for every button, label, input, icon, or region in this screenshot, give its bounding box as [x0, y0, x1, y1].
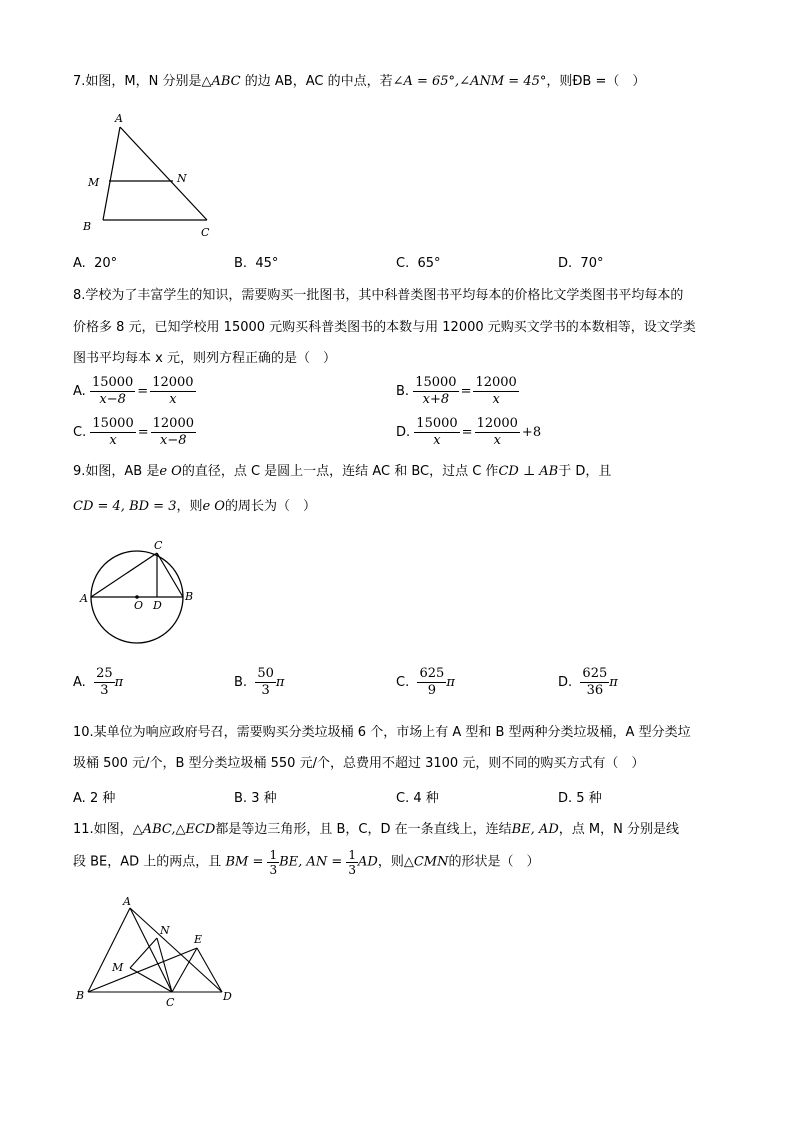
numerator: 15000 [416, 416, 458, 431]
q11-segment-nc [157, 938, 172, 992]
numerator: 15000 [415, 375, 457, 390]
q9-option-d[interactable] [558, 666, 618, 699]
q9-text-d: ，则 [176, 499, 203, 514]
q11-label-m: M [112, 961, 124, 974]
q9-option-b[interactable] [234, 666, 284, 699]
q11-line-1 [73, 821, 679, 839]
q11-fraction-1 [267, 848, 279, 877]
fraction [473, 375, 518, 408]
denominator: 3 [269, 863, 278, 877]
q7-label-b: B [83, 220, 92, 233]
q7-label-a: A [115, 112, 123, 125]
denominator: x [109, 433, 117, 448]
q7-label-m: M [88, 176, 100, 189]
q9-text-b: 的直径，点 C 是圆上一点，连结 AC 和 BC，过点 C 作 [181, 464, 499, 479]
pi-symbol: π [609, 675, 618, 690]
q11-cmn: △CMN [403, 854, 449, 870]
q7-label-n: N [177, 172, 187, 185]
q11-label-b: B [76, 989, 85, 1002]
q11-text-d: 段 BE，AD 上的两点，且 [73, 854, 222, 870]
option-value: 65° [417, 256, 441, 271]
q11-side-ec [172, 948, 197, 992]
q11-triangles: △ABC,△ECD [132, 822, 216, 837]
option-key: C. [396, 791, 410, 806]
option-key: D. [558, 256, 573, 271]
q7-option-d[interactable] [558, 256, 603, 271]
q7-option-a[interactable] [73, 256, 117, 271]
q11-label-a: A [123, 896, 131, 908]
numerator: 15000 [91, 375, 134, 390]
q9-line-2 [73, 498, 316, 516]
q9-label-a: A [80, 592, 88, 605]
option-key: A. [73, 675, 86, 690]
option-key: B. [396, 384, 410, 399]
numerator: 625 [419, 666, 445, 681]
denominator: 3 [100, 683, 109, 698]
numerator: 625 [582, 666, 608, 681]
q11-side-ed [197, 948, 222, 992]
option-value: 20° [94, 256, 118, 271]
q7-prefix: 7.如图，M，N 分别是 [73, 74, 202, 89]
q10-option-d[interactable] [558, 787, 602, 806]
q9-option-a[interactable] [73, 666, 123, 699]
equals: = [460, 384, 472, 399]
pi-symbol: π [114, 675, 124, 690]
q11-label-e: E [194, 933, 203, 946]
option-key: D. [558, 791, 573, 806]
q11-label-n: N [160, 924, 170, 937]
fraction [414, 416, 459, 449]
q11-segment-ad [130, 908, 222, 992]
fraction [94, 666, 115, 699]
q7-suffix: ，则ÐB =（ ） [546, 74, 646, 89]
denominator: 9 [427, 683, 437, 698]
option-key: A. [73, 256, 86, 271]
q8-line-3: 图书平均每本 x 元，则列方程正确的是（ ） [73, 351, 336, 366]
denominator: 36 [586, 683, 604, 698]
q10-line-2: 圾桶 500 元/个，B 型分类垃圾桶 550 元/个，总费用不超过 3100 元，则不同的购买方式有（ ） [73, 756, 645, 771]
numerator: 12000 [475, 375, 517, 390]
q9-line-1 [73, 463, 611, 481]
q7-mid: 的边 AB，AC 的中点，若 [240, 74, 393, 89]
plus-term: +8 [521, 425, 542, 440]
equals: = [137, 425, 149, 440]
denominator: x−8 [160, 433, 187, 448]
q8-line-2: 价格多 8 元，已知学校用 15000 元购买科普类图书的本数与用 12000 元购买文学书的本数相等，设文学类 [73, 320, 696, 335]
q10-option-b[interactable] [234, 787, 277, 806]
q7-condition: ∠A = 65°,∠ANM = 45° [392, 74, 547, 89]
q8-option-d[interactable] [396, 416, 543, 449]
denominator: x [169, 392, 177, 407]
q11-text-b: 都是等边三角形，且 B，C，D 在一条直线上，连结 [215, 822, 512, 837]
q7-option-c[interactable] [396, 256, 441, 271]
numerator: 12000 [152, 375, 194, 390]
q11-text-e: ，则 [377, 854, 404, 870]
fraction [580, 666, 609, 699]
option-value: 45° [255, 256, 279, 271]
equals: = [461, 425, 473, 440]
numerator: 12000 [152, 416, 194, 431]
q9-label-c: C [154, 539, 163, 552]
denominator: x [492, 392, 500, 407]
q11-text-c: ，点 M，N 分别是线 [558, 822, 679, 837]
q9-text-e: 的周长为（ ） [224, 499, 316, 514]
fraction [255, 666, 276, 699]
q10-option-c[interactable] [396, 787, 439, 806]
q10-option-a[interactable] [73, 787, 115, 806]
q9-circle-symbol: e O [159, 464, 182, 479]
option-key: B. [234, 791, 248, 806]
fraction [417, 666, 446, 699]
q7-side-ab [103, 127, 120, 220]
denominator: x [433, 433, 441, 448]
option-value: 3 种 [251, 791, 277, 806]
option-key: B. [234, 675, 248, 690]
q11-ad: AD [358, 854, 378, 870]
q7-label-c: C [201, 226, 210, 239]
q7-stem [73, 73, 645, 91]
q11-label-d: D [223, 990, 232, 1003]
option-key: C. [396, 256, 410, 271]
numerator: 15000 [92, 416, 134, 431]
q9-label-d: D [153, 599, 162, 612]
q11-line-2 [73, 848, 540, 877]
denominator: 3 [348, 863, 357, 877]
q11-fraction-2 [346, 848, 358, 877]
denominator: x−8 [99, 392, 126, 407]
q9-label-b: B [185, 590, 194, 603]
q9-label-o: O [134, 599, 144, 612]
q9-option-c[interactable] [396, 666, 455, 699]
fraction [151, 416, 196, 449]
q9-circle-symbol-2: e O [202, 499, 225, 514]
denominator: 3 [261, 683, 270, 698]
q9-chord-bc [157, 553, 183, 597]
fraction [90, 375, 135, 408]
q11-figure [72, 896, 247, 1011]
q9-text-c: 于 D，且 [558, 464, 612, 479]
q9-chord-ac [91, 553, 157, 597]
pi-symbol: π [275, 675, 285, 690]
q9-text-a: 9.如图，AB 是 [73, 464, 160, 479]
q7-side-ac [120, 127, 207, 220]
fraction [150, 375, 195, 408]
option-key: D. [396, 425, 411, 440]
fraction [475, 416, 520, 449]
q10-line-1: 10.某单位为响应政府号召，需要购买分类垃圾桶 6 个，市场上有 A 型和 B 型两种分类垃圾桶，A 型分类垃 [73, 725, 691, 740]
numerator: 50 [257, 666, 274, 681]
q7-figure [75, 108, 225, 243]
q8-option-a[interactable] [73, 375, 196, 408]
q11-segments: BE, AD [511, 822, 559, 837]
numerator: 12000 [476, 416, 518, 431]
option-key: A. [73, 791, 86, 806]
option-value: 2 种 [89, 791, 116, 806]
q9-perpendicular: CD ⊥ AB [498, 464, 559, 479]
pi-symbol: π [446, 675, 455, 690]
option-key: B. [234, 256, 248, 271]
option-key: D. [558, 675, 573, 690]
option-key: A. [73, 384, 86, 399]
option-key: C. [396, 675, 410, 690]
q9-figure [72, 536, 202, 651]
option-value: 70° [580, 256, 604, 271]
q8-option-c[interactable] [73, 416, 196, 449]
q11-bm: BM = [225, 854, 264, 870]
denominator: x [493, 433, 501, 448]
fraction [90, 416, 135, 449]
q11-side-ab [88, 908, 130, 992]
q11-text-f: 的形状是（ ） [448, 854, 540, 870]
q9-given: CD = 4, BD = 3 [73, 499, 177, 514]
numerator: 1 [348, 848, 357, 862]
fraction [413, 375, 458, 408]
q8-line-1: 8.学校为了丰富学生的知识，需要购买一批图书，其中科普类图书平均每本的价格比文学类图书平均每本的 [73, 288, 684, 303]
denominator: x+8 [422, 392, 450, 407]
q7-option-b[interactable] [234, 256, 278, 271]
equals: = [137, 384, 149, 399]
q11-label-c: C [166, 996, 175, 1009]
q8-option-b[interactable] [396, 375, 519, 408]
option-key: C. [73, 425, 87, 440]
q11-be-an: BE, AN = [279, 854, 343, 870]
option-value: 5 种 [576, 791, 602, 806]
q7-triangle: △ABC [201, 74, 241, 89]
q11-text-a: 11.如图， [73, 822, 133, 837]
numerator: 25 [96, 666, 113, 681]
option-value: 4 种 [413, 791, 439, 806]
numerator: 1 [269, 848, 278, 862]
